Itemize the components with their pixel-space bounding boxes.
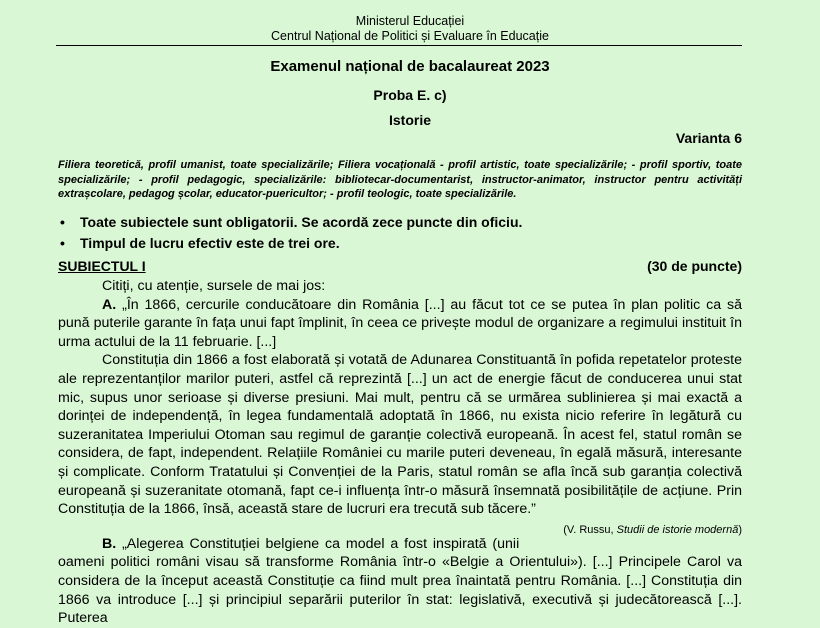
ministry-name: Ministerul Educației: [355, 14, 465, 28]
instruction-item: • Toate subiectele sunt obligatorii. Se acordă zece puncte din oficiu.: [58, 212, 742, 233]
exam-variant: Varianta 6: [675, 130, 742, 146]
source-a-p1: [58, 296, 742, 352]
section-points: (30 de puncte): [647, 258, 742, 274]
instructions-list: [58, 212, 742, 254]
section-body: [58, 277, 742, 628]
exam-proba: Proba E. c): [373, 87, 447, 103]
citation-title: Studii de istorie modernă: [616, 523, 739, 536]
source-a-citation: [519, 521, 742, 540]
section-heading: [58, 258, 742, 274]
exam-subject: Istorie: [388, 112, 431, 128]
exam-title: Examenul național de bacalaureat 2023: [270, 58, 550, 75]
source-a-text-2: Constituția din 1866 a fost elaborată și votată de Adunarea Constituantă în pofida repetatelor proteste ale reprezentanților marilor puteri, astfel că reprezintă [...] un act de energie făcut de conducerea unui stat mic, supus unor serioase și diverse presiuni. Mai mult, pentru că se urmărea sublinierea și mai exactă a dorinței de independență, în legea fundamentală adoptată în 1866, nu exista nicio referire în legătură cu suzeranitatea Imperiului Otoman sau regimul de garanție colectivă europeană. În acest fel, statul român se considera, de fapt, independent. Relațiile României cu marile puteri deveneau, în egală măsură, interesante și complicate. Conform Tratatului și Convenției de la Paris, statul român se afla încă sub garanția colectivă europeană și suzeranitate otomană, fapt ce-i influența într-o măsură însemnată posibilitățile de acțiune. Prin Constituția de la 1866, însă, această stare de lucruri era trecută sub tăcere.”: [58, 352, 742, 518]
center-name: Centrul Național de Politici și Evaluare în Educație: [271, 29, 549, 43]
citation-author: (V. Russu,: [563, 523, 617, 536]
page-header: [0, 0, 820, 44]
filiera-text: Filiera teoretică, profil umanist, toate specializările; Filiera vocațională - profil artistic, toate specializările; - profil sportiv, toate specializările; - profil pedagogic, specializările: bibliotecar-documentarist, instructor-animator, instructor pentru activități extrașcolare, pedagog școlar, educator-puericultor; - profil teologic, toate specializările.: [58, 159, 742, 200]
source-a-p2: [58, 351, 742, 536]
source-a-label: A.: [102, 296, 117, 313]
citation-end: ): [738, 523, 742, 536]
source-a-text-1: „În 1866, cercurile conducătoare din România [...] au făcut tot ce se putea în plan politic ca să pună puterile garante în fața unui fapt împlinit, în ceea ce privește modul de organizare a regimului instituit în urma actului de la 11 februarie. [...]: [58, 296, 742, 350]
section-intro: Citiți, cu atenție, sursele de mai jos:: [102, 278, 326, 294]
source-b-p1: [58, 535, 742, 628]
source-b-label: B.: [102, 535, 117, 552]
instruction-item: • Timpul de lucru efectiv este de trei ore.: [58, 233, 742, 254]
source-b-text: „Alegerea Constituției belgiene ca model a fost inspirată (unii oameni politici români visau să transforme România într-o «Belgie a Orientului»). [...] Principele Carol va considera de la început această Constituție ca fiind mult prea înaintată pentru România. [...] Constituția din 1866 va introduce [...] și principiul separării puterilor în stat: legislativă, executivă și judecătorească [...]. Puterea: [58, 535, 742, 627]
header-rule: [56, 45, 742, 46]
section-name: SUBIECTUL I: [58, 258, 146, 274]
